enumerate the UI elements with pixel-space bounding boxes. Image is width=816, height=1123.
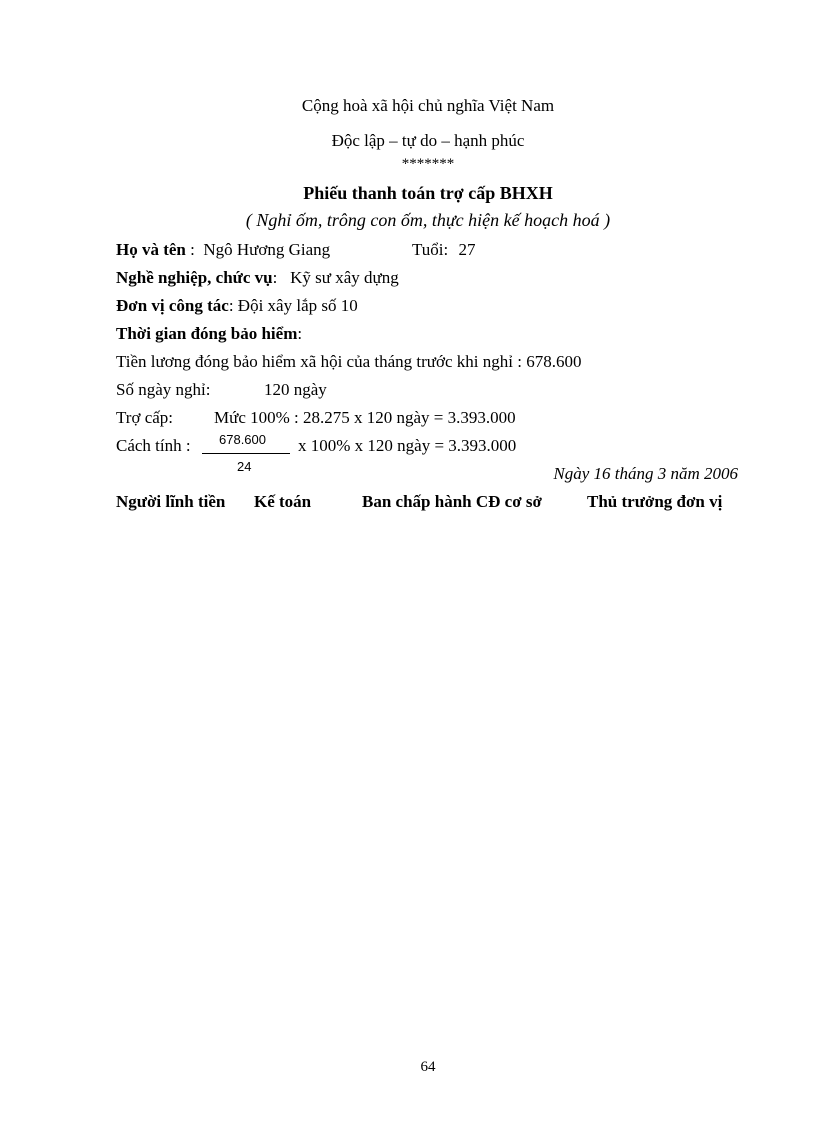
job-separator: : [272,268,291,287]
days-value: 120 ngày [264,380,327,399]
salary-row: Tiền lương đóng bảo hiểm xã hội của tháng trước khi nghỉ : 678.600 [116,352,582,371]
signature-union: Ban chấp hành CĐ cơ sở [362,492,542,511]
fraction-bar [202,453,290,454]
days-label: Số ngày nghỉ: [116,380,211,399]
document-date: Ngày 16 tháng 3 năm 2006 [553,464,738,483]
age-label: Tuổi: [412,240,449,259]
name-value: Ngô Hương Giang [203,240,331,259]
signature-receiver: Người lĩnh tiền [116,492,226,511]
name-label: Họ và tên [116,240,186,259]
motto-heading: Độc lập – tự do – hạnh phúc [331,131,525,150]
insurance-period-label: Thời gian đóng bảo hiểm [116,324,298,343]
age-row [412,240,475,260]
allowance-value: Mức 100% : 28.275 x 120 ngày = 3.393.000 [214,408,516,427]
signature-accountant: Kế toán [254,492,312,511]
page-number: 64 [420,1059,436,1075]
allowance-label: Trợ cấp: [116,408,174,427]
signature-head: Thủ trưởng đơn vị [587,492,723,511]
job-value: Kỹ sư xây dựng [290,268,399,287]
insurance-period-row [116,324,302,344]
calc-rest: x 100% x 120 ngày = 3.393.000 [298,436,517,455]
job-label: Nghề nghiệp, chức vụ [116,268,273,287]
unit-value: : Đội xây lắp số 10 [228,296,358,315]
calc-label: Cách tính : [116,436,191,455]
age-value: 27 [458,240,476,259]
unit-label: Đơn vị công tác [116,296,229,315]
calc-denominator: 24 [237,459,252,474]
document-title: Phiếu thanh toán trợ cấp BHXH [303,183,553,203]
job-row [116,268,399,288]
name-separator: : [185,240,204,259]
insurance-period-colon: : [297,324,303,343]
unit-row [116,296,358,316]
country-heading: Cộng hoà xã hội chủ nghĩa Việt Nam [301,96,555,115]
calc-numerator: 678.600 [219,432,266,447]
document-subtitle: ( Nghỉ ốm, trông con ốm, thực hiện kế hoạch hoá ) [245,210,611,230]
stars-divider: ******* [401,156,455,172]
name-row [116,240,330,260]
